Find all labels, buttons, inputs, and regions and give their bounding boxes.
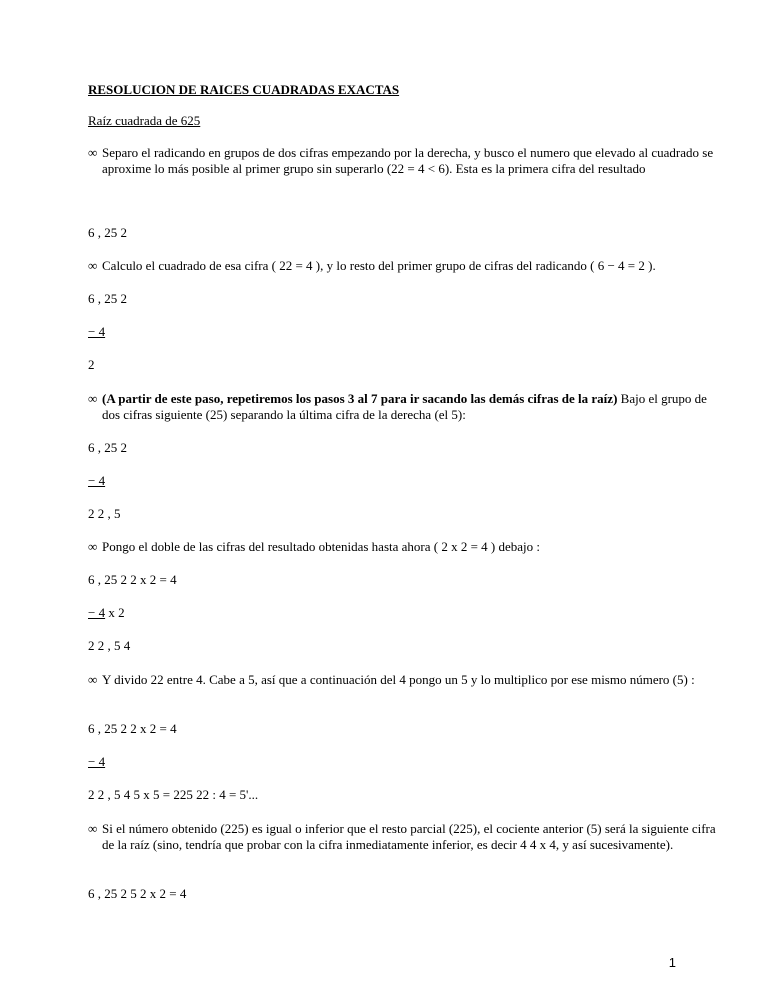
calc-line: 6 , 25 2 2 x 2 = 4 bbox=[88, 721, 177, 736]
step-5 bbox=[88, 672, 728, 688]
calc-line: 6 , 25 2 bbox=[88, 291, 127, 306]
step-6 bbox=[88, 821, 728, 853]
calc-line: − 4 bbox=[88, 324, 106, 339]
page-title: RESOLUCION DE RAICES CUADRADAS EXACTAS bbox=[88, 82, 400, 97]
calc-line: 2 2 , 5 4 bbox=[88, 638, 131, 653]
calc-line: 2 2 , 5 4 5 x 5 = 225 22 : 4 = 5'... bbox=[88, 787, 259, 802]
page-number: 1 bbox=[668, 955, 676, 970]
step-2 bbox=[88, 258, 728, 274]
calc-line: − 4 bbox=[88, 754, 106, 769]
calc-line bbox=[88, 605, 125, 621]
calc-line: 6 , 25 2 5 2 x 2 = 4 bbox=[88, 886, 187, 901]
calc-line: 6 , 25 2 bbox=[88, 440, 127, 455]
step-3-bold-text: (A partir de este paso, repetiremos los pasos 3 al 7 para ir sacando las demás cifras de la raíz) bbox=[102, 391, 618, 406]
section-subtitle: Raíz cuadrada de 625 bbox=[88, 113, 201, 128]
bullet-icon: ∞ bbox=[88, 391, 98, 406]
bullet-icon: ∞ bbox=[88, 672, 98, 687]
bullet-icon: ∞ bbox=[88, 821, 98, 836]
bullet-icon: ∞ bbox=[88, 145, 98, 160]
step-2-text: Calculo el cuadrado de esa cifra ( 22 = 4 ), y lo resto del primer grupo de cifras del radicando ( 6 − 4 = 2 ). bbox=[102, 258, 656, 273]
step-4-text: Pongo el doble de las cifras del resultado obtenidas hasta ahora ( 2 x 2 = 4 ) debajo : bbox=[102, 539, 541, 554]
calc-line: 6 , 25 2 2 x 2 = 4 bbox=[88, 572, 177, 587]
bullet-icon: ∞ bbox=[88, 258, 98, 273]
calc-line: 2 bbox=[88, 357, 95, 372]
step-3-text: Bajo el grupo de dos cifras siguiente (25) separando la última cifra de la derecha (el 5): bbox=[102, 391, 707, 422]
step-5-text: Y divido 22 entre 4. Cabe a 5, así que a continuación del 4 pongo un 5 y lo multiplico por ese mismo número (5) : bbox=[102, 672, 695, 687]
step-4 bbox=[88, 539, 728, 555]
step-1-text: Separo el radicando en grupos de dos cifras empezando por la derecha, y busco el numero que elevado al cuadrado se aproxime lo más posible al primer grupo sin superarlo (22 = 4 < 6). Esta es la primera cifra del resultado bbox=[102, 145, 714, 176]
step-3 bbox=[88, 391, 728, 423]
calc-line: 2 2 , 5 bbox=[88, 506, 121, 521]
step-6-text: Si el número obtenido (225) es igual o inferior que el resto parcial (225), el cociente anterior (5) será la siguiente cifra de la raíz (sino, tendría que probar con la cifra inmediatamente inferior, es decir 4 4 x 4, y así sucesivamente). bbox=[102, 821, 716, 852]
calc-line: − 4 bbox=[88, 473, 106, 488]
calc-line-rest: x 2 bbox=[105, 605, 125, 620]
step-1 bbox=[88, 145, 728, 177]
calc-line: 6 , 25 2 bbox=[88, 225, 127, 240]
bullet-icon: ∞ bbox=[88, 539, 98, 554]
calc-line-underlined: − 4 bbox=[88, 605, 106, 620]
